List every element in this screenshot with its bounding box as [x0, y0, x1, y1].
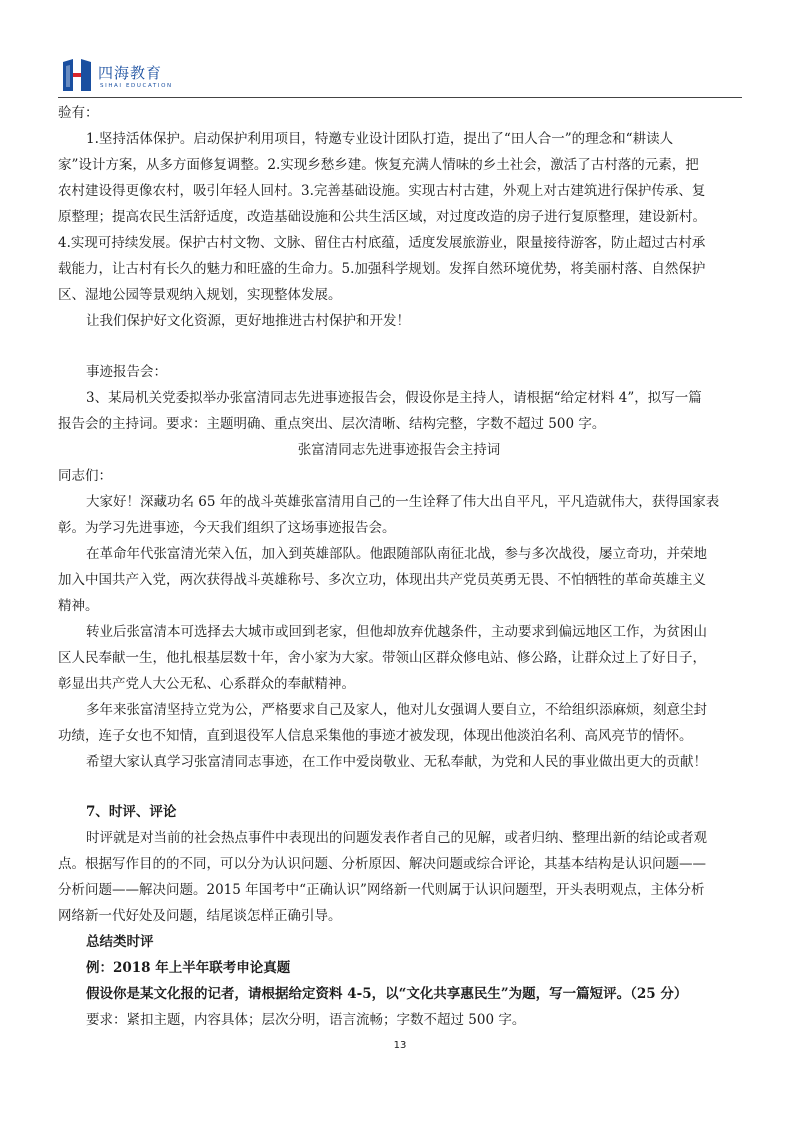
text-line: 农村建设得更像农村，吸引年轻人回村。3.完善基础设施。实现古村古建，外观上对古建筑进行保护传承、复	[58, 183, 706, 199]
section-label: 事迹报告会：	[86, 364, 167, 380]
section-heading: 7、时评、评论	[86, 804, 177, 820]
text-line: 区、湿地公园等景观纳入规划，实现整体发展。	[58, 287, 342, 303]
text-line: 多年来张富清坚持立党为公，严格要求自己及家人，他对儿女强调人要自立，不给组织添麻烦，刻意尘封	[86, 702, 707, 718]
text-line: 网络新一代好处及问题，结尾谈怎样正确引导。	[58, 908, 342, 924]
text-line: 大家好！深藏功名 65 年的战斗英雄张富清用自己的一生诠释了伟大出自平凡，平凡造就伟大，获得国家表	[86, 494, 720, 510]
text-line: 原整理；提高农民生活舒适度，改造基础设施和公共生活区域，对过度改造的房子进行复原整理，建设新村。	[58, 209, 706, 225]
text-line: 功绩，连子女也不知情，直到退役军人信息采集他的事迹才被发现，体现出他淡泊名利、高风亮节的情怀。	[58, 728, 693, 744]
text-line: 分析问题——解决问题。2015 年国考中“正确认识”网络新一代则属于认识问题型，开头表明观点，主体分析	[58, 882, 705, 898]
page-header	[0, 0, 800, 104]
question-text: 假设你是某文化报的记者，请根据给定资料 4-5，以“文化共享惠民生”为题，写一篇短评。（25 分）	[86, 986, 688, 1002]
text-line: 加入中国共产入党，两次获得战斗英雄称号、多次立功，体现出共产党员英勇无畏、不怕牺牲的革命英雄主义	[58, 572, 706, 588]
sihai-logo-icon	[60, 56, 94, 94]
text-line: 在革命年代张富清光荣入伍，加入到英雄部队。他跟随部队南征北战，参与多次战役，屡立奇功，并荣地	[86, 546, 707, 562]
text-line: 让我们保护好文化资源，更好地推进古村保护和开发！	[86, 313, 410, 329]
text-line: 家”设计方案，从多方面修复调整。2.实现乡愁乡建。恢复充满人情味的乡土社会，激活了古村落的元素，把	[58, 157, 699, 173]
text-line: 区人民奉献一生，他扎根基层数十年，舍小家为大家。带领山区群众修电站、修公路，让群众过上了好日子，	[58, 650, 706, 666]
text-line: 4.实现可持续发展。保护古村文物、文脉、留住古村底蕴，适度发展旅游业，限量接待游客，防止超过古村承	[58, 235, 706, 251]
text-line: 验有：	[58, 105, 99, 121]
subsection-heading: 总结类时评	[86, 934, 154, 950]
text-line: 彰。为学习先进事迹，今天我们组织了这场事迹报告会。	[58, 520, 396, 536]
text-line: 希望大家认真学习张富清同志事迹，在工作中爱岗敬业、无私奉献，为党和人民的事业做出更大的贡献！	[86, 754, 707, 770]
text-line: 彰显出共产党人大公无私、心系群众的奉献精神。	[58, 676, 355, 692]
text-line: 载能力，让古村有长久的魅力和旺盛的生命力。5.加强科学规划。发挥自然环境优势，将美丽村落、自然保护	[58, 261, 706, 277]
example-heading: 例：2018 年上半年联考申论真题	[86, 960, 291, 976]
speech-title: 张富清同志先进事迹报告会主持词	[297, 442, 501, 458]
text-line: 1.坚持活体保护。启动保护利用项目，特邀专业设计团队打造，提出了“田人合一”的理念和“耕读人	[86, 131, 674, 147]
logo-subtitle: SIHAI EDUCATION	[100, 83, 173, 89]
text-line: 同志们：	[58, 468, 112, 484]
text-line: 时评就是对当前的社会热点事件中表现出的问题发表作者自己的见解，或者归纳、整理出新的结论或者观	[86, 830, 707, 846]
logo-text: 四海教育	[98, 64, 163, 82]
text-line: 点。根据写作目的的不同，可以分为认识问题、分析原因、解决问题或综合评论，其基本结构是认识问题——	[58, 856, 706, 872]
header-rule	[58, 97, 742, 98]
requirements-text: 要求：紧扣主题，内容具体；层次分明，语言流畅；字数不超过 500 字。	[86, 1012, 526, 1028]
text-line: 转业后张富清本可选择去大城市或回到老家，但他却放弃优越条件，主动要求到偏远地区工作，为贫困山	[86, 624, 707, 640]
text-line: 报告会的主持词。要求：主题明确、重点突出、层次清晰、结构完整，字数不超过 500 字。	[58, 416, 606, 432]
text-line: 精神。	[58, 598, 99, 614]
page-number: 13	[393, 1040, 407, 1051]
text-line: 3、某局机关党委拟举办张富清同志先进事迹报告会，假设你是主持人，请根据“给定材料 4”，拟写一篇	[86, 390, 702, 406]
sihai-logo	[60, 56, 200, 96]
